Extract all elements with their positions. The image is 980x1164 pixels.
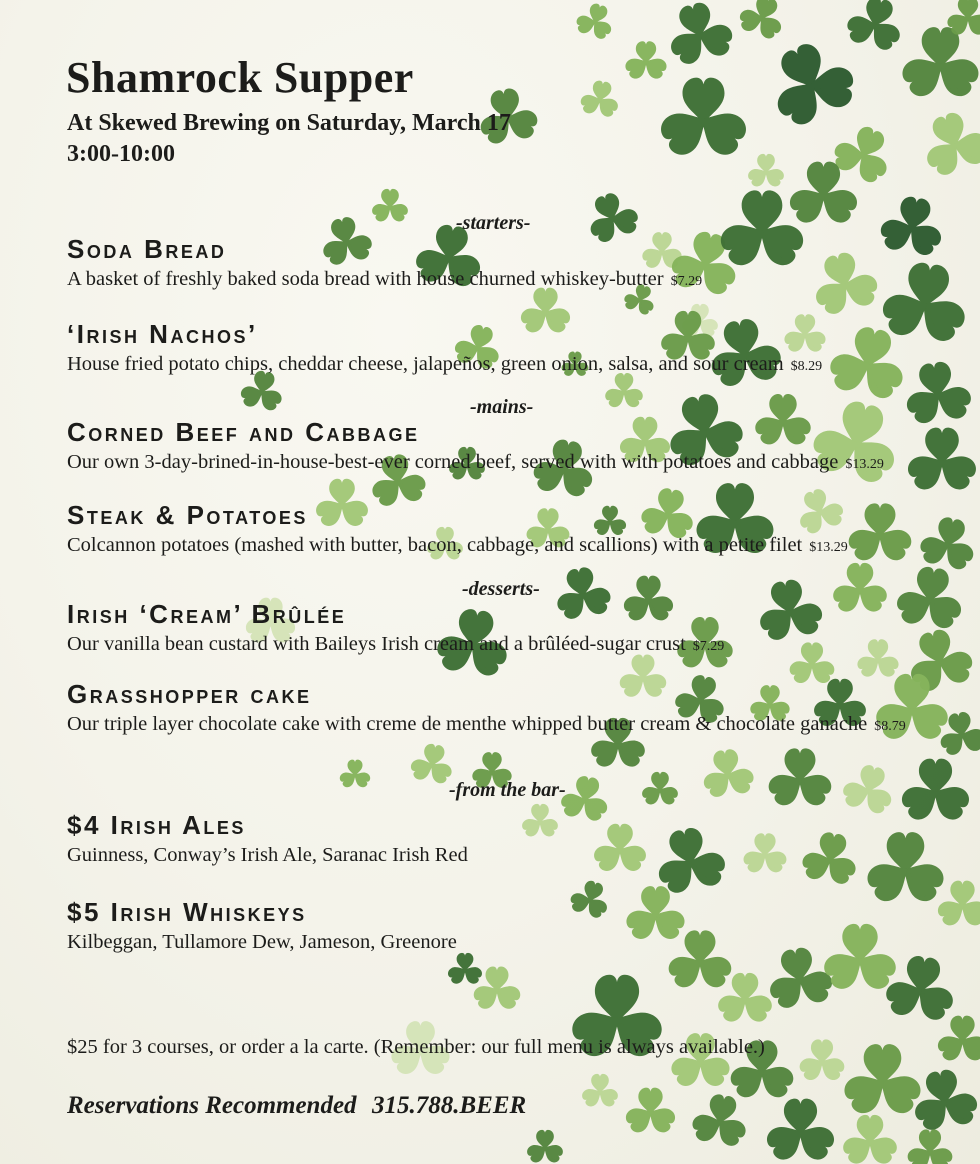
item-name: Soda Bread (67, 234, 227, 264)
prix-fixe-note: $25 for 3 courses, or order a la carte. (Remember: our full menu is always available.) (67, 1036, 765, 1058)
item-name: Irish ‘Cream’ Brûlée (67, 599, 347, 629)
section-label-desserts: -desserts- (462, 578, 540, 600)
phone-number: 315.788.BEER (372, 1092, 527, 1119)
item-description: Our vanilla bean custard with Baileys Irish cream and a brûléed-sugar crust $7.29 (67, 633, 725, 656)
item-name: Corned Beef and Cabbage (67, 417, 420, 447)
item-description: A basket of freshly baked soda bread with house churned whiskey-butter $7.29 (67, 268, 703, 291)
item-description: Colcannon potatoes (mashed with butter, bacon, cabbage, and scallions) with a petite filet $13.29 (67, 534, 848, 557)
page-title: Shamrock Supper (66, 53, 414, 102)
item-price: $7.29 (692, 639, 725, 655)
item-name: ‘Irish Nachos’ (67, 319, 258, 349)
venue-and-date: At Skewed Brewing on Saturday, March 17 (67, 110, 511, 136)
item-description: Kilbeggan, Tullamore Dew, Jameson, Greenore (67, 931, 457, 954)
item-name: $5 Irish Whiskeys (67, 897, 307, 927)
section-label-mains: -mains- (470, 396, 534, 418)
menu-item-irish-cream-brulee (67, 601, 724, 656)
reservations-note: Reservations Recommended (67, 1092, 357, 1119)
item-name: $4 Irish Ales (67, 810, 246, 840)
item-description: House fried potato chips, cheddar cheese, jalapeños, green onion, salsa, and sour cream $8.29 (67, 353, 823, 376)
menu-item-irish-nachos (67, 321, 822, 376)
menu-item-steak-potatoes (67, 502, 848, 557)
menu-item-irish-whiskeys (67, 899, 457, 954)
item-name: Steak & Potatoes (67, 500, 308, 530)
section-label-starters: -starters- (456, 212, 531, 234)
item-price: $13.29 (845, 457, 884, 473)
menu-item-corned-beef (67, 419, 884, 474)
item-description: Our own 3-day-brined-in-house-best-ever corned beef, served with with potatoes and cabbage $13.29 (67, 451, 884, 474)
menu-item-soda-bread (67, 236, 702, 291)
menu-item-grasshopper-cake (67, 681, 906, 736)
section-label-from-the-bar: -from the bar- (449, 779, 566, 801)
item-name: Grasshopper cake (67, 679, 312, 709)
item-price: $13.29 (809, 540, 848, 556)
menu-item-irish-ales (67, 812, 468, 867)
item-description: Guinness, Conway’s Irish Ale, Saranac Irish Red (67, 844, 468, 867)
item-description: Our triple layer chocolate cake with creme de menthe whipped butter cream & chocolate ganache $8.79 (67, 713, 906, 736)
item-price: $7.29 (670, 274, 703, 290)
event-hours: 3:00-10:00 (67, 141, 175, 167)
item-price: $8.79 (874, 719, 906, 735)
item-price: $8.29 (790, 359, 823, 375)
